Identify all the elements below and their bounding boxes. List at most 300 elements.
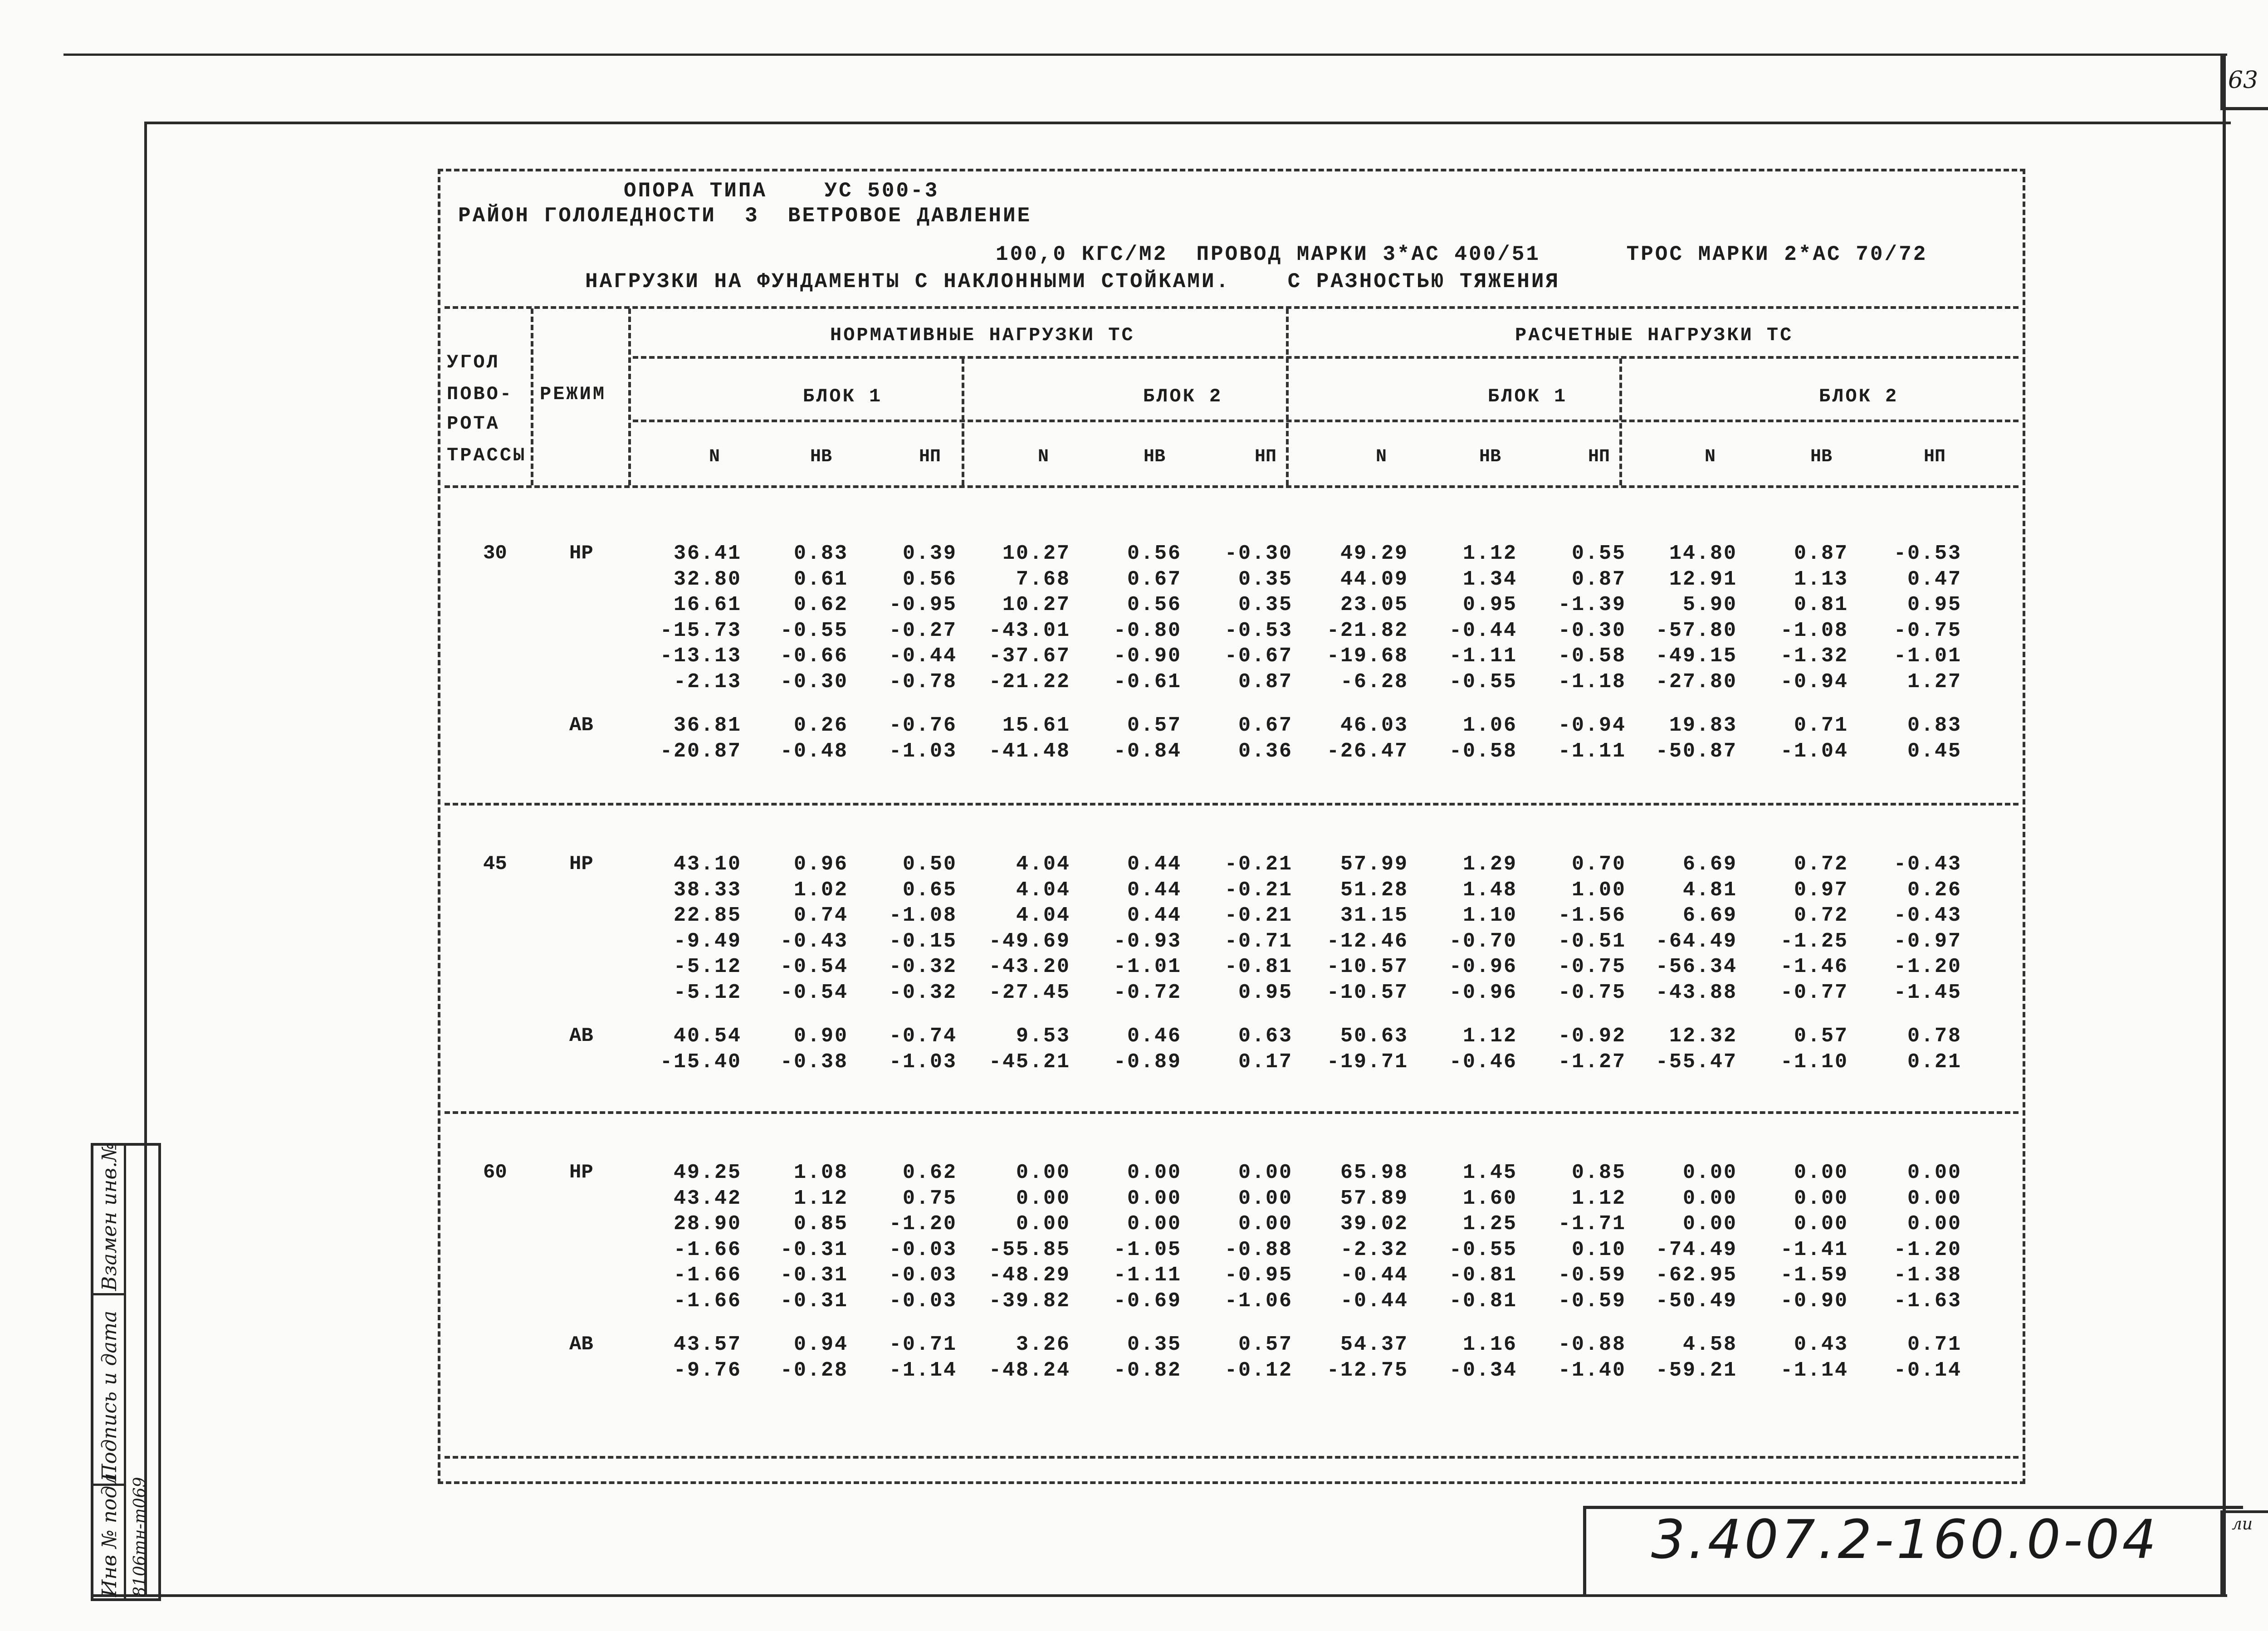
table-cell: -48.29 [988,1264,1070,1287]
table-cell: -0.31 [780,1264,848,1287]
mode-value: НР [569,542,593,565]
table-cell: -0.54 [780,981,848,1004]
table-cell: 6.69 [1682,904,1737,927]
table-cell: -1.32 [1780,645,1848,668]
table-cell: -0.53 [1893,542,1962,565]
table-cell: -64.49 [1655,929,1737,953]
table-cell: -1.66 [673,1238,742,1261]
table-cell: 19.83 [1669,714,1737,737]
table-cell: 0.00 [1794,1212,1848,1235]
angle-value: 60 [483,1161,507,1184]
table-cell: 15.61 [1002,714,1070,737]
table-cell: 0.26 [793,714,848,737]
table-cell: 0.10 [1571,1238,1626,1261]
mode-value: НР [569,853,593,875]
table-cell: 0.44 [1127,904,1182,927]
table-cell: -1.14 [889,1358,957,1382]
table-cell: -1.11 [1113,1264,1182,1287]
table-cell: -0.15 [889,929,957,953]
table-cell: -0.81 [1224,955,1293,978]
table-cell: -0.21 [1224,853,1293,876]
table-cell: -0.21 [1224,904,1293,927]
table-cell: 0.67 [1238,714,1293,737]
table-cell: 0.87 [1571,567,1626,591]
table-cell: -48.24 [988,1358,1070,1382]
table-cell: -0.03 [889,1289,957,1313]
table-cell: -0.88 [1558,1333,1626,1356]
table-cell: -56.34 [1655,955,1737,978]
table-cell: -0.21 [1224,878,1293,902]
table-cell: 0.65 [902,878,957,902]
table-cell: 0.67 [1127,567,1182,591]
table-cell: 32.80 [673,567,742,591]
design-header: РАСЧЕТНЫЕ НАГРУЗКИ ТС [1515,324,1794,346]
table-cell: -1.01 [1113,955,1182,978]
table-cell: -21.82 [1326,619,1408,642]
table-cell: 0.56 [1127,593,1182,616]
table-cell: 54.37 [1340,1333,1408,1356]
table-cell: 16.61 [673,593,742,616]
table-cell: -0.71 [889,1333,957,1356]
table-cell: -9.76 [673,1358,742,1382]
table-cell: 0.83 [1907,714,1962,737]
table-cell: 1.12 [793,1187,848,1210]
table-cell: -0.03 [889,1238,957,1261]
page-number: 63 [2228,67,2258,94]
table-cell: -10.57 [1326,955,1408,978]
table-cell: -2.32 [1340,1238,1408,1261]
table-cell: -41.48 [988,739,1070,763]
table-cell: 0.72 [1794,904,1848,927]
table-cell: -1.08 [889,904,957,927]
column-header: НП [1588,447,1610,467]
table-cell: -1.11 [1449,645,1517,668]
table-cell: 1.08 [793,1161,848,1184]
table-cell: -0.75 [1558,981,1626,1004]
corner-mark: ли [2232,1515,2253,1533]
table-cell: 0.00 [1016,1161,1070,1184]
table-cell: -0.59 [1558,1264,1626,1287]
mode-value: НР [569,1161,593,1184]
table-cell: 7.68 [1016,567,1070,591]
table-cell: 0.83 [793,542,848,565]
table-cell: 0.00 [1682,1187,1737,1210]
table-cell: -1.63 [1893,1289,1962,1313]
table-cell: 0.95 [1238,981,1293,1004]
table-cell: -0.94 [1780,670,1848,693]
table-cell: -55.47 [1655,1050,1737,1074]
table-cell: 1.60 [1462,1187,1517,1210]
table-cell: 1.13 [1794,567,1848,591]
replace-label: Взамен инв.№ [98,1143,121,1291]
table-cell: -15.40 [660,1050,742,1074]
table-cell: 0.62 [902,1161,957,1184]
table-cell: -2.13 [673,670,742,693]
table-cell: -50.49 [1655,1289,1737,1313]
table-cell: -59.21 [1655,1358,1737,1382]
table-cell: 28.90 [673,1212,742,1235]
table-cell: 43.10 [673,853,742,876]
table-cell: -0.30 [780,670,848,693]
column-header: N [1375,447,1387,467]
table-cell: 0.00 [1794,1187,1848,1210]
table-cell: -43.20 [988,955,1070,978]
table-cell: 0.00 [1238,1212,1293,1235]
table-cell: 4.58 [1682,1333,1737,1356]
table-cell: 0.74 [793,904,848,927]
table-cell: 1.12 [1462,542,1517,565]
mode-value: АВ [569,714,593,737]
table-cell: 1.34 [1462,567,1517,591]
table-cell: 0.47 [1907,567,1962,591]
table-cell: 0.56 [902,567,957,591]
header-line-3: 100,0 КГС/М2 ПРОВОД МАРКИ 3*АС 400/51 ТРОС МАРКИ 2*АС 70/72 [996,243,1928,266]
table-cell: 0.00 [1127,1212,1182,1235]
table-cell: -0.12 [1224,1358,1293,1382]
table-cell: 1.45 [1462,1161,1517,1184]
table-cell: -1.25 [1780,929,1848,953]
table-cell: -0.75 [1558,955,1626,978]
table-cell: -50.87 [1655,739,1737,763]
angle-value: 30 [483,542,507,565]
angle-value: 45 [483,853,507,875]
table-cell: 0.95 [1462,593,1517,616]
table-cell: -62.95 [1655,1264,1737,1287]
table-cell: 0.00 [1127,1161,1182,1184]
table-cell: -1.04 [1780,739,1848,763]
table-cell: -1.03 [889,1050,957,1074]
table-cell: 0.70 [1571,853,1626,876]
table-cell: -74.49 [1655,1238,1737,1261]
column-header: НВ [1479,447,1501,467]
table-cell: -0.31 [780,1238,848,1261]
table-cell: -0.30 [1558,619,1626,642]
table-cell: 65.98 [1340,1161,1408,1184]
table-cell: 0.00 [1682,1212,1737,1235]
table-cell: 1.16 [1462,1333,1517,1356]
table-cell: 0.39 [902,542,957,565]
table-cell: 0.44 [1127,878,1182,902]
table-cell: 0.45 [1907,739,1962,763]
table-cell: 0.97 [1794,878,1848,902]
table-cell: 0.00 [1907,1161,1962,1184]
table-cell: -0.55 [1449,1238,1517,1261]
table-cell: -43.01 [988,619,1070,642]
table-cell: 36.41 [673,542,742,565]
table-cell: -0.75 [1893,619,1962,642]
table-cell: 0.00 [1238,1161,1293,1184]
table-cell: -0.48 [780,739,848,763]
table-cell: 4.81 [1682,878,1737,902]
table-cell: 0.71 [1794,714,1848,737]
normative-header: НОРМАТИВНЫЕ НАГРУЗКИ ТС [830,324,1135,346]
table-cell: 4.04 [1016,853,1070,876]
table-cell: 9.53 [1016,1025,1070,1048]
column-header: НВ [810,447,832,467]
table-cell: 10.27 [1002,593,1070,616]
table-cell: -1.41 [1780,1238,1848,1261]
table-cell: 0.75 [902,1187,957,1210]
table-cell: -0.70 [1449,929,1517,953]
table-cell: 1.06 [1462,714,1517,737]
angle-header-3: РОТА [447,413,500,435]
angle-header-2: ПОВО- [447,383,513,405]
table-cell: 0.62 [793,593,848,616]
table-cell: -0.38 [780,1050,848,1074]
table-cell: -0.95 [1224,1264,1293,1287]
table-cell: 50.63 [1340,1025,1408,1048]
header-rule-mid [633,356,2019,359]
col-sep-angle [531,308,533,485]
table-cell: -0.69 [1113,1289,1182,1313]
inv-label: Инв № подл [98,1473,121,1597]
table-cell: 1.48 [1462,878,1517,902]
table-cell: 1.25 [1462,1212,1517,1235]
table-cell: -1.71 [1558,1212,1626,1235]
table-cell: -1.01 [1893,645,1962,668]
table-cell: 0.87 [1794,542,1848,565]
table-cell: -0.66 [780,645,848,668]
table-cell: -0.96 [1449,981,1517,1004]
table-cell: -0.71 [1224,929,1293,953]
table-cell: -0.46 [1449,1050,1517,1074]
table-cell: 0.90 [793,1025,848,1048]
column-header: НП [1254,447,1276,467]
table-cell: 0.55 [1571,542,1626,565]
table-cell: -0.82 [1113,1358,1182,1382]
table-cell: -12.75 [1326,1358,1408,1382]
table-cell: 0.46 [1127,1025,1182,1048]
table-cell: -0.53 [1224,619,1293,642]
table-cell: -0.78 [889,670,957,693]
table-cell: 44.09 [1340,567,1408,591]
table-cell: 0.44 [1127,853,1182,876]
angle-header-4: ТРАССЫ [447,444,527,466]
table-cell: 1.10 [1462,904,1517,927]
table-cell: -0.77 [1780,981,1848,1004]
table-cell: -0.95 [889,593,957,616]
table-cell: -9.49 [673,929,742,953]
table-cell: 0.35 [1238,567,1293,591]
table-cell: -1.08 [1780,619,1848,642]
table-cell: -1.45 [1893,981,1962,1004]
table-cell: 0.21 [1907,1050,1962,1074]
table-cell: 0.50 [902,853,957,876]
table-cell: -0.90 [1780,1289,1848,1313]
table-cell: 4.04 [1016,904,1070,927]
mode-header: РЕЖИМ [540,383,606,405]
table-cell: -0.92 [1558,1025,1626,1048]
table-cell: 43.42 [673,1187,742,1210]
table-cell: 0.43 [1794,1333,1848,1356]
table-cell: -0.81 [1449,1264,1517,1287]
table-cell: 1.02 [793,878,848,902]
table-cell: 57.89 [1340,1187,1408,1210]
header-line-1: ОПОРА ТИПА УС 500-3 [624,179,939,203]
table-cell: -1.14 [1780,1358,1848,1382]
table-cell: 0.56 [1127,542,1182,565]
table-cell: -43.88 [1655,981,1737,1004]
table-cell: -0.34 [1449,1358,1517,1382]
table-cell: -0.93 [1113,929,1182,953]
column-header: N [709,447,720,467]
table-cell: -1.11 [1558,739,1626,763]
table-cell: 0.00 [1682,1161,1737,1184]
table-cell: -0.30 [1224,542,1293,565]
header-line-4: НАГРУЗКИ НА ФУНДАМЕНТЫ С НАКЛОННЫМИ СТОЙКАМИ. С РАЗНОСТЬЮ ТЯЖЕНИЯ [585,270,1560,293]
table-cell: 6.69 [1682,853,1737,876]
table-cell: 46.03 [1340,714,1408,737]
frame-right [2223,54,2226,1597]
table-cell: 0.26 [1907,878,1962,902]
table-cell: -0.67 [1224,645,1293,668]
table-cell: -0.32 [889,955,957,978]
table-cell: 0.85 [1571,1161,1626,1184]
table-cell: -0.51 [1558,929,1626,953]
design-block2-header: БЛОК 2 [1819,386,1899,407]
table-cell: 1.00 [1571,878,1626,902]
header-line-2: РАЙОН ГОЛОЛЕДНОСТИ 3 ВЕТРОВОЕ ДАВЛЕНИЕ [458,204,1032,228]
table-cell: 0.95 [1907,593,1962,616]
table-cell: 0.71 [1907,1333,1962,1356]
table-cell: -0.44 [1340,1264,1408,1287]
table-cell: -0.74 [889,1025,957,1048]
table-cell: 49.29 [1340,542,1408,565]
table-cell: 1.12 [1462,1025,1517,1048]
table-cell: -0.76 [889,714,957,737]
table-cell: 36.81 [673,714,742,737]
table-cell: -57.80 [1655,619,1737,642]
table-cell: 40.54 [673,1025,742,1048]
table-cell: -0.58 [1558,645,1626,668]
table-cell: 0.36 [1238,739,1293,763]
table-cell: -27.45 [988,981,1070,1004]
header-rule-top [445,306,2019,309]
table-cell: -0.58 [1449,739,1517,763]
mode-value: АВ [569,1025,593,1047]
table-cell: -0.80 [1113,619,1182,642]
table-cell: -0.88 [1224,1238,1293,1261]
header-rule-sub [633,420,2019,422]
table-cell: -27.80 [1655,670,1737,693]
table-cell: -13.13 [660,645,742,668]
table-cell: -0.61 [1113,670,1182,693]
table-cell: -0.27 [889,619,957,642]
table-cell: 0.87 [1238,670,1293,693]
table-cell: 1.29 [1462,853,1517,876]
printout-frame [438,169,2025,1484]
column-header: N [1037,447,1049,467]
header-rule-bottom [445,485,2019,488]
table-cell: -0.44 [889,645,957,668]
table-cell: -1.03 [889,739,957,763]
table-cell: -45.21 [988,1050,1070,1074]
table-cell: 0.00 [1907,1187,1962,1210]
table-cell: -1.56 [1558,904,1626,927]
table-cell: 43.57 [673,1333,742,1356]
table-cell: 0.96 [793,853,848,876]
table-cell: -1.66 [673,1289,742,1313]
table-cell: -0.97 [1893,929,1962,953]
table-cell: -0.32 [889,981,957,1004]
table-cell: -0.84 [1113,739,1182,763]
table-bottom-rule [445,1456,2019,1459]
side-stamp [91,1143,161,1601]
table-cell: 23.05 [1340,593,1408,616]
sign-label: Подпись и дата [98,1310,121,1481]
table-cell: 1.12 [1571,1187,1626,1210]
table-cell: 0.17 [1238,1050,1293,1074]
table-cell: -1.39 [1558,593,1626,616]
table-cell: 0.35 [1127,1333,1182,1356]
mode-value: АВ [569,1333,593,1356]
column-header: N [1704,447,1716,467]
table-cell: -15.73 [660,619,742,642]
table-cell: -12.46 [1326,929,1408,953]
table-cell: 57.99 [1340,853,1408,876]
table-cell: -1.40 [1558,1358,1626,1382]
table-cell: 0.81 [1794,593,1848,616]
table-cell: -0.44 [1449,619,1517,642]
table-cell: -1.46 [1780,955,1848,978]
table-cell: -1.20 [1893,1238,1962,1261]
table-cell: -0.90 [1113,645,1182,668]
table-cell: 0.00 [1016,1212,1070,1235]
table-cell: 3.26 [1016,1333,1070,1356]
design-block1-header: БЛОК 1 [1488,386,1568,407]
table-cell: -49.69 [988,929,1070,953]
table-cell: -1.20 [1893,955,1962,978]
table-cell: -0.81 [1449,1289,1517,1313]
table-cell: -1.27 [1558,1050,1626,1074]
table-cell: -5.12 [673,955,742,978]
table-cell: -0.72 [1113,981,1182,1004]
table-cell: 0.85 [793,1212,848,1235]
frame-top [144,122,2231,124]
table-cell: 5.90 [1682,593,1737,616]
table-cell: -0.03 [889,1264,957,1287]
table-cell: -10.57 [1326,981,1408,1004]
table-cell: 0.57 [1127,714,1182,737]
table-cell: -0.44 [1340,1289,1408,1313]
angle-header-1: УГОЛ [447,352,500,373]
table-cell: 0.57 [1238,1333,1293,1356]
table-cell: -1.06 [1224,1289,1293,1313]
table-cell: -37.67 [988,645,1070,668]
table-cell: 10.27 [1002,542,1070,565]
table-cell: 22.85 [673,904,742,927]
table-cell: -1.59 [1780,1264,1848,1287]
table-cell: -0.59 [1558,1289,1626,1313]
column-header: НП [1923,447,1945,467]
top-rule [64,54,2227,56]
column-header: НВ [1810,447,1832,467]
table-cell: -1.18 [1558,670,1626,693]
table-cell: 0.00 [1907,1212,1962,1235]
table-cell: -0.43 [1893,853,1962,876]
table-cell: -0.55 [780,619,848,642]
table-cell: -1.38 [1893,1264,1962,1287]
table-cell: 0.57 [1794,1025,1848,1048]
table-cell: 31.15 [1340,904,1408,927]
table-cell: 49.25 [673,1161,742,1184]
table-cell: -19.71 [1326,1050,1408,1074]
table-cell: -26.47 [1326,739,1408,763]
group-rule-2 [445,1111,2019,1114]
table-cell: -0.94 [1558,714,1626,737]
table-cell: -0.43 [1893,904,1962,927]
norm-block1-header: БЛОК 1 [803,386,883,407]
